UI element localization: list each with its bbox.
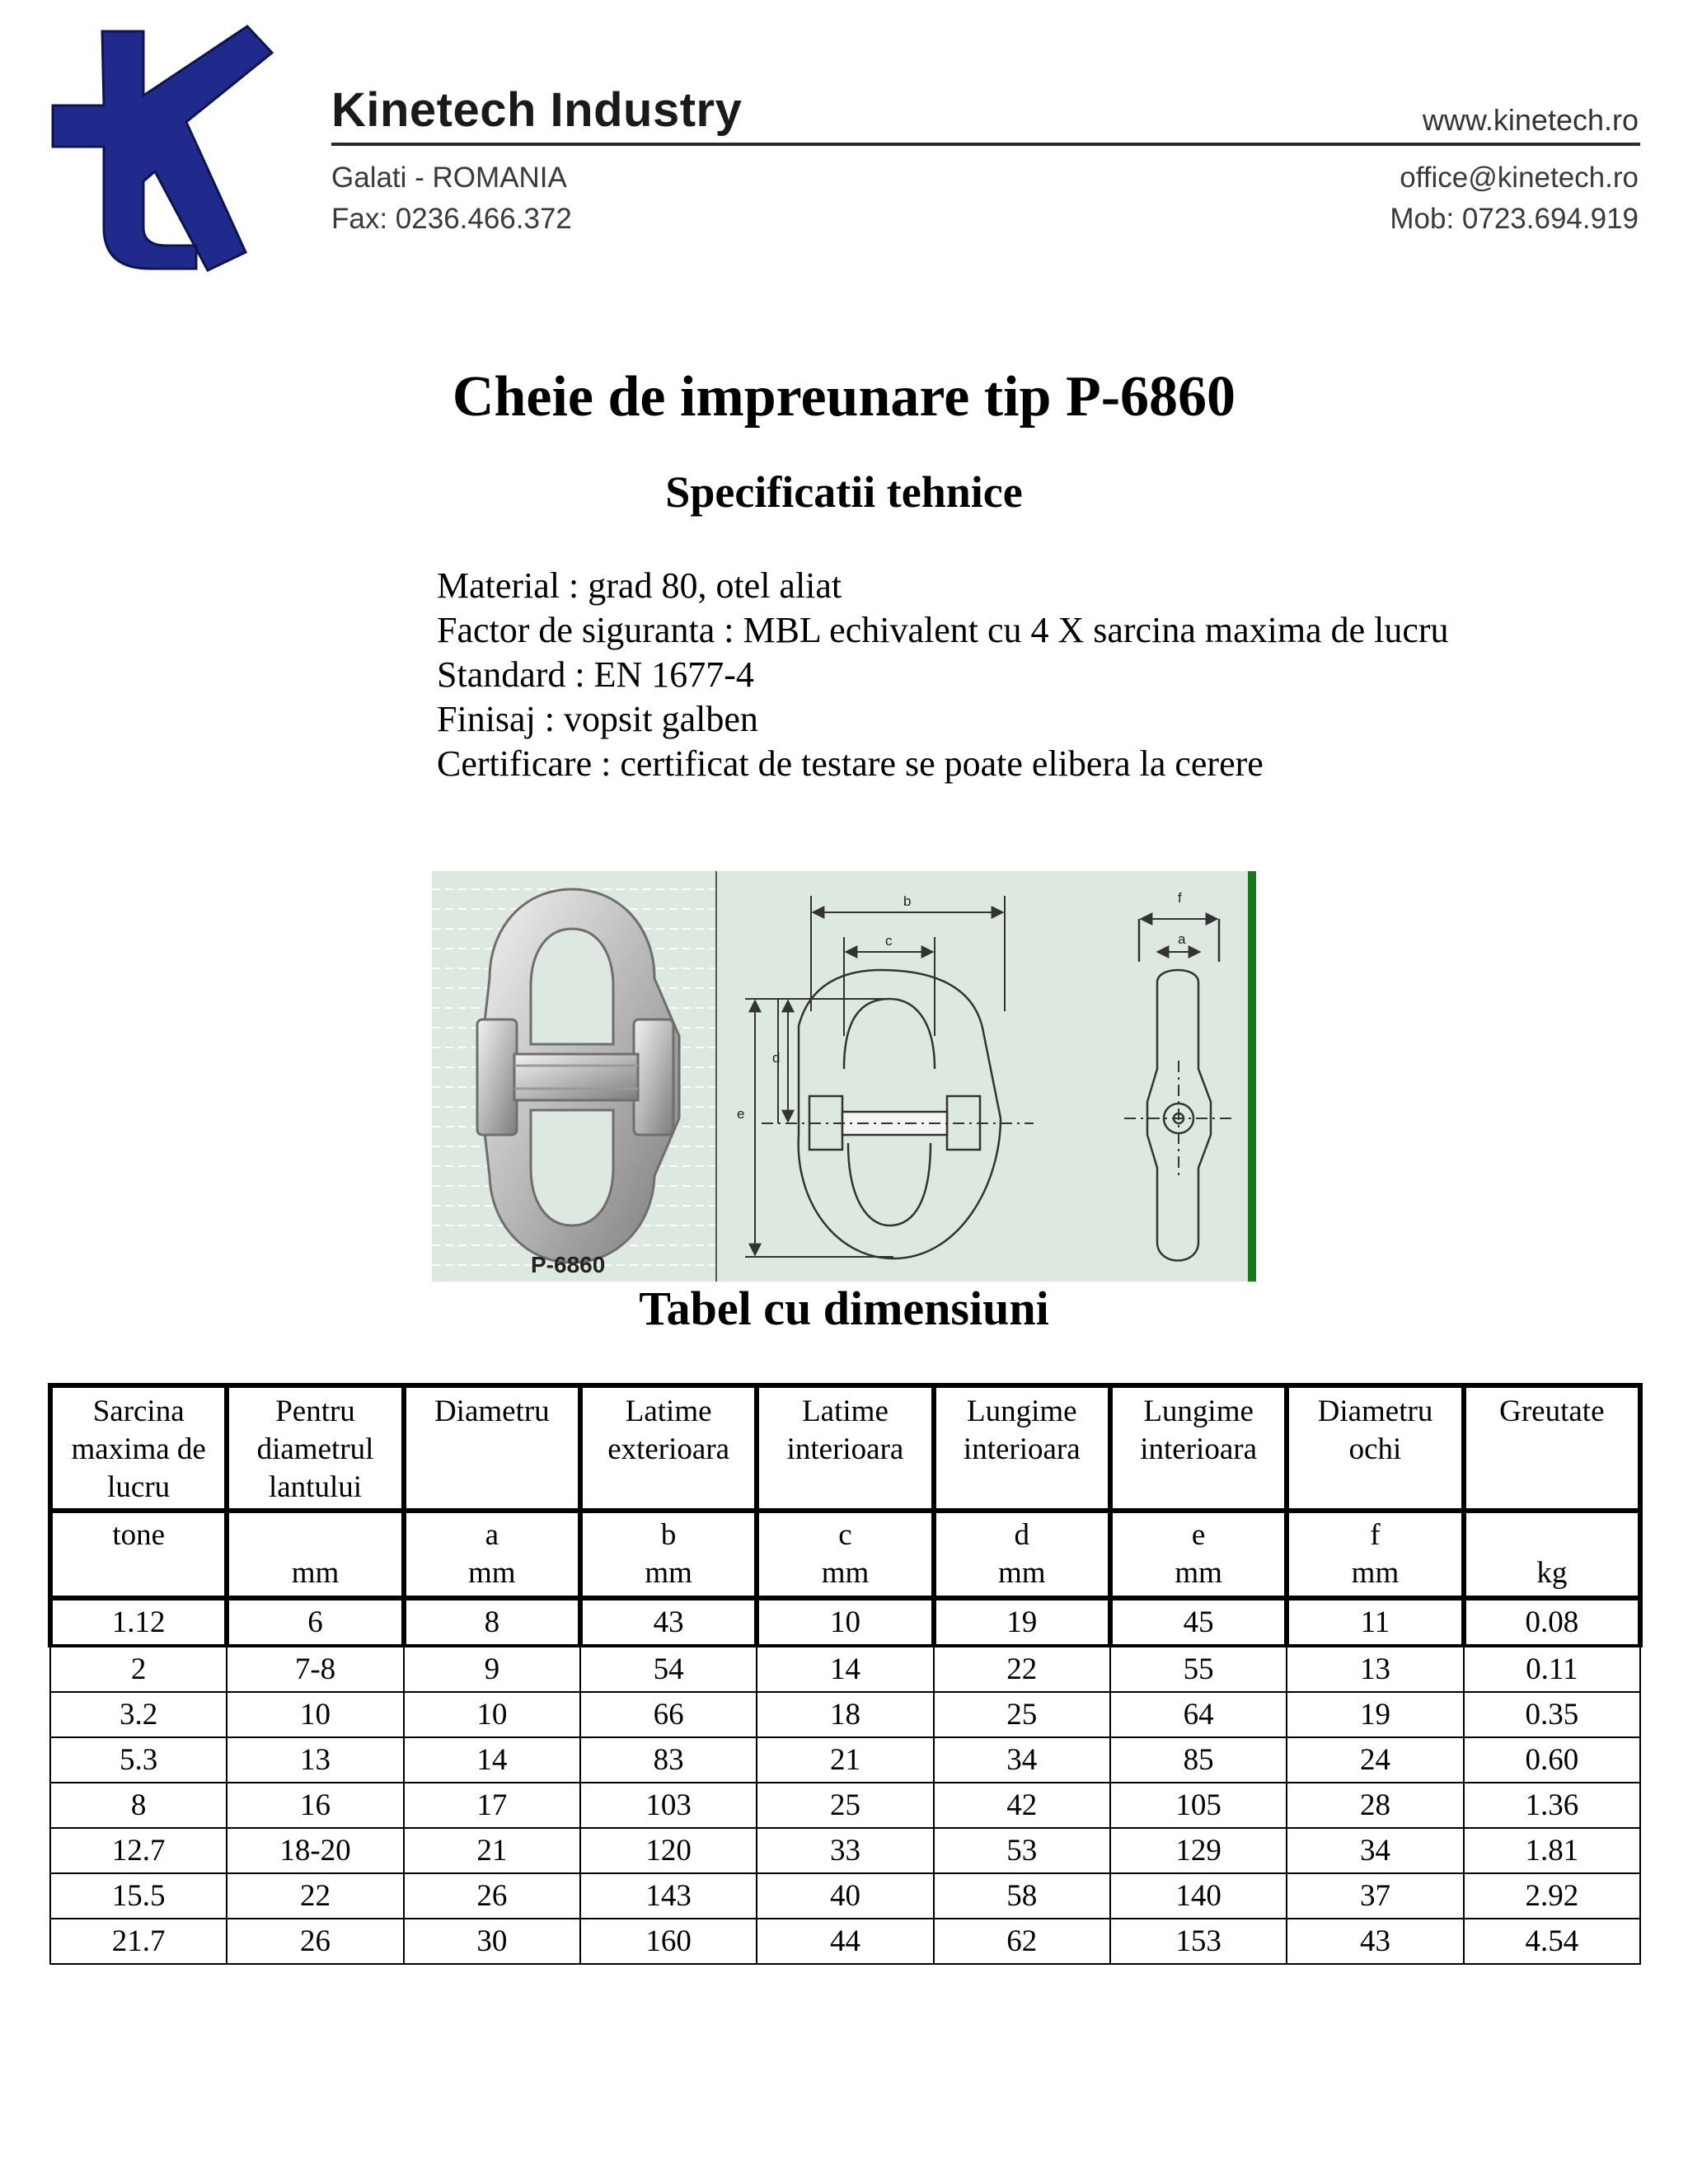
- table-cell: 33: [757, 1828, 933, 1873]
- table-cell: 1.36: [1464, 1783, 1640, 1828]
- unit-cell: [1464, 1511, 1640, 1598]
- table-cell: 17: [404, 1783, 580, 1828]
- table-cell: 143: [580, 1873, 757, 1919]
- table-cell: 26: [227, 1919, 403, 1964]
- table-row: [50, 1919, 1640, 1964]
- unit-cell: [1287, 1511, 1463, 1598]
- drawing-green-edge: [1248, 871, 1256, 1282]
- company-location: Galati - ROMANIA: [331, 162, 567, 194]
- table-header-row: [50, 1385, 1640, 1511]
- table-cell: 40: [757, 1873, 933, 1919]
- symbol-label: a: [485, 1518, 499, 1552]
- table-cell: 160: [580, 1919, 757, 1964]
- spec-safety-factor: Factor de siguranta : MBL echivalent cu 4 X sarcina maxima de lucru: [437, 610, 1449, 650]
- table-cell: 83: [580, 1737, 757, 1783]
- symbol-label: tone: [112, 1518, 166, 1552]
- table-cell: 26: [404, 1873, 580, 1919]
- table-row: [50, 1646, 1640, 1692]
- header-cell: Lungime interioara: [934, 1385, 1110, 1511]
- table-row: [50, 1692, 1640, 1737]
- table-cell: 7-8: [227, 1646, 403, 1692]
- table-title: Tabel cu dimensiuni: [639, 1282, 1049, 1335]
- table-cell: 30: [404, 1919, 580, 1964]
- table-cell: 6: [227, 1598, 403, 1646]
- header-cell: Sarcina maxima de lucru: [50, 1385, 227, 1511]
- symbol-label: d: [1014, 1518, 1030, 1552]
- table-cell: 25: [934, 1692, 1110, 1737]
- unit-label: mm: [1175, 1556, 1222, 1590]
- spec-standard: Standard : EN 1677-4: [437, 654, 754, 695]
- table-cell: 10: [227, 1692, 403, 1737]
- table-cell: 19: [1287, 1692, 1463, 1737]
- mobile-number: Mob: 0723.694.919: [1390, 203, 1639, 235]
- unit-cell: [50, 1511, 227, 1598]
- table-row: [50, 1873, 1640, 1919]
- table-cell: 28: [1287, 1783, 1463, 1828]
- kinetech-logo: [51, 25, 300, 272]
- table-cell: 43: [580, 1598, 757, 1646]
- table-cell: 129: [1110, 1828, 1287, 1873]
- table-cell: 21: [757, 1737, 933, 1783]
- unit-label: kg: [1536, 1556, 1568, 1590]
- table-cell: 120: [580, 1828, 757, 1873]
- dim-label-d: d: [772, 1050, 781, 1066]
- table-cell: 18-20: [227, 1828, 403, 1873]
- unit-label: mm: [821, 1556, 870, 1590]
- header-cell: Lungime interioara: [1110, 1385, 1287, 1511]
- table-cell: 3.2: [50, 1692, 227, 1737]
- dim-label-e: e: [737, 1106, 745, 1122]
- header-cell: Diametru ochi: [1287, 1385, 1463, 1511]
- table-cell: 8: [404, 1598, 580, 1646]
- model-label: P-6860: [531, 1252, 606, 1277]
- spec-material: Material : grad 80, otel aliat: [437, 565, 842, 606]
- unit-cell: [227, 1511, 403, 1598]
- table-cell: 153: [1110, 1919, 1287, 1964]
- table-cell: 0.11: [1464, 1646, 1640, 1692]
- dim-label-a: a: [1178, 931, 1186, 947]
- table-cell: 64: [1110, 1692, 1287, 1737]
- header-cell: Greutate: [1464, 1385, 1640, 1511]
- unit-cell: [757, 1511, 933, 1598]
- table-cell: 44: [757, 1919, 933, 1964]
- unit-label: mm: [468, 1556, 516, 1590]
- table-cell: 37: [1287, 1873, 1463, 1919]
- table-cell: 10: [404, 1692, 580, 1737]
- table-row: [50, 1598, 1640, 1646]
- symbol-label: f: [1370, 1518, 1381, 1552]
- table-cell: 85: [1110, 1737, 1287, 1783]
- table-cell: 43: [1287, 1919, 1463, 1964]
- table-cell: 10: [757, 1598, 933, 1646]
- table-row: [50, 1828, 1640, 1873]
- table-cell: 14: [757, 1646, 933, 1692]
- unit-label: mm: [645, 1556, 692, 1590]
- dim-label-b: b: [903, 893, 912, 909]
- fax-number: Fax: 0236.466.372: [331, 203, 572, 235]
- table-cell: 22: [227, 1873, 403, 1919]
- table-cell: 103: [580, 1783, 757, 1828]
- table-cell: 25: [757, 1783, 933, 1828]
- table-cell: 11: [1287, 1598, 1463, 1646]
- header-cell: Diametru: [404, 1385, 580, 1511]
- table-cell: 24: [1287, 1737, 1463, 1783]
- table-cell: 1.12: [50, 1598, 227, 1646]
- dim-label-c: c: [885, 933, 893, 949]
- table-cell: 22: [934, 1646, 1110, 1692]
- table-cell: 2.92: [1464, 1873, 1640, 1919]
- table-cell: 42: [934, 1783, 1110, 1828]
- email-address[interactable]: office@kinetech.ro: [1400, 162, 1639, 194]
- header-cell: Latime interioara: [757, 1385, 933, 1511]
- table-cell: 21: [404, 1828, 580, 1873]
- table-cell: 53: [934, 1828, 1110, 1873]
- header-cell: Pentru diametrul lantului: [227, 1385, 403, 1511]
- table-cell: 14: [404, 1737, 580, 1783]
- table-row: [50, 1783, 1640, 1828]
- table-cell: 18: [757, 1692, 933, 1737]
- unit-cell: [404, 1511, 580, 1598]
- table-cell: 58: [934, 1873, 1110, 1919]
- table-cell: 13: [227, 1737, 403, 1783]
- table-cell: 0.60: [1464, 1737, 1640, 1783]
- unit-label: mm: [998, 1556, 1046, 1590]
- table-cell: 12.7: [50, 1828, 227, 1873]
- table-cell: 15.5: [50, 1873, 227, 1919]
- symbol-label: [234, 1516, 396, 1554]
- table-row: [50, 1737, 1640, 1783]
- link-render: [477, 889, 679, 1263]
- table-cell: 21.7: [50, 1919, 227, 1964]
- symbol-label: [1471, 1516, 1633, 1554]
- website[interactable]: www.kinetech.ro: [1422, 103, 1639, 137]
- unit-cell: [934, 1511, 1110, 1598]
- table-cell: 2: [50, 1646, 227, 1692]
- table-cell: 1.81: [1464, 1828, 1640, 1873]
- document-title: Cheie de impreunare tip P-6860: [452, 365, 1236, 429]
- table-cell: 55: [1110, 1646, 1287, 1692]
- table-cell: 34: [1287, 1828, 1463, 1873]
- table-cell: 62: [934, 1919, 1110, 1964]
- table-cell: 13: [1287, 1646, 1463, 1692]
- symbol-label: b: [660, 1518, 677, 1552]
- table-cell: 140: [1110, 1873, 1287, 1919]
- table-cell: 54: [580, 1646, 757, 1692]
- table-cell: 19: [934, 1598, 1110, 1646]
- company-name: Kinetech Industry: [331, 83, 743, 137]
- product-drawing: [432, 871, 1256, 1282]
- symbol-label: e: [1191, 1518, 1206, 1552]
- dimensions-table: [48, 1383, 1643, 1965]
- table-cell: 4.54: [1464, 1919, 1640, 1964]
- spec-list: [437, 564, 1449, 786]
- unit-label: mm: [291, 1556, 340, 1590]
- spec-finish: Finisaj : vopsit galben: [437, 699, 758, 739]
- table-cell: 45: [1110, 1598, 1287, 1646]
- letterhead-rule: [331, 143, 1640, 146]
- unit-cell: [1110, 1511, 1287, 1598]
- unit-label: mm: [1351, 1556, 1400, 1590]
- table-cell: 5.3: [50, 1737, 227, 1783]
- table-cell: 8: [50, 1783, 227, 1828]
- table-units-row: [50, 1511, 1640, 1598]
- table-cell: 34: [934, 1737, 1110, 1783]
- specs-heading: Specificatii tehnice: [665, 467, 1023, 517]
- unit-cell: [580, 1511, 757, 1598]
- table-cell: 0.35: [1464, 1692, 1640, 1737]
- symbol-label: c: [838, 1518, 852, 1552]
- header-cell: Latime exterioara: [580, 1385, 757, 1511]
- table-cell: 66: [580, 1692, 757, 1737]
- table-cell: 16: [227, 1783, 403, 1828]
- dim-label-f: f: [1178, 890, 1182, 906]
- table-cell: 105: [1110, 1783, 1287, 1828]
- table-cell: 0.08: [1464, 1598, 1640, 1646]
- spec-certification: Certificare : certificat de testare se poate elibera la cerere: [437, 743, 1264, 784]
- table-cell: 9: [404, 1646, 580, 1692]
